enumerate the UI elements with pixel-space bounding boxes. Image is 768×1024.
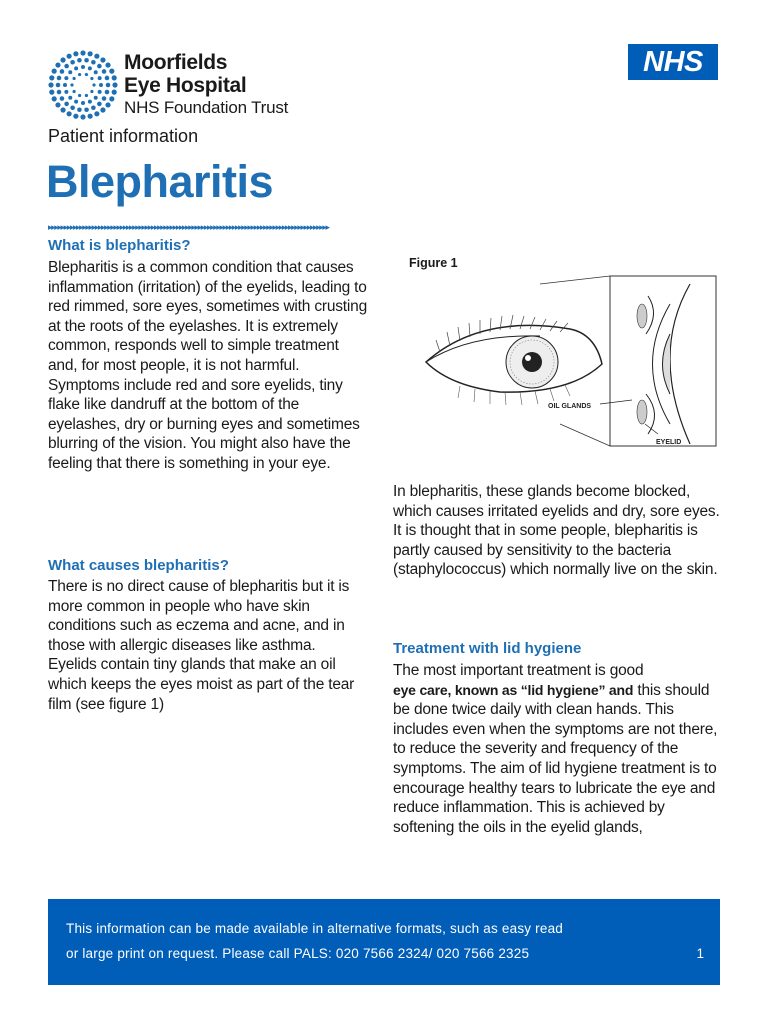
moorfields-logo-icon — [48, 50, 118, 120]
footer-line-2: or large print on request. Please call PALS: 020 7566 2324/ 020 7566 2325 — [66, 946, 530, 961]
nhs-logo: NHS — [628, 44, 718, 80]
treatment-text-b: eye care, known as “lid hygiene” and — [393, 681, 634, 698]
label-eyelid: EYELID — [656, 439, 682, 446]
paragraph-treatment — [393, 661, 723, 837]
treatment-text-c: this should be done twice daily with clean hands. This includes even when the symptoms are not there, to reduce the severity and frequency of the symptoms. The aim of lid hygiene treatment is to encourage healthy tears to lubricate the eye and reduce inflammation. This is achieved by softening the oils in the eyelid glands, — [393, 681, 718, 836]
page-title: Blepharitis — [46, 156, 274, 207]
figure-label: Figure 1 — [409, 256, 458, 270]
patient-info-label: Patient information — [48, 126, 199, 146]
footer-line-1: This information can be made available in alternative formats, such as easy read — [66, 921, 563, 936]
heading-causes: What causes blepharitis? — [48, 557, 229, 574]
footer-banner — [48, 899, 720, 985]
page-number: 1 — [696, 946, 704, 961]
eye-diagram — [420, 274, 720, 454]
treatment-text-a: The most important treatment is good — [393, 662, 644, 679]
paragraph-causes: There is no direct cause of blepharitis but it is more common in people who have skin conditions such as eczema and acne, and in those with allergic diseases like asthma. Eyelids contain tiny glands that make an oil which keeps the eyes moist as part of the tear film (see figure 1) — [48, 578, 355, 713]
heading-what-is: What is blepharitis? — [48, 237, 191, 254]
org-line-2: Eye Hospital — [124, 74, 247, 97]
heading-treatment: Treatment with lid hygiene — [393, 640, 582, 657]
org-name — [124, 52, 288, 116]
org-line-3: NHS Foundation Trust — [124, 98, 289, 117]
label-oil-glands: OIL GLANDS — [548, 403, 592, 410]
arrow-divider: ▸▸▸▸▸▸▸▸▸▸▸▸▸▸▸▸▸▸▸▸▸▸▸▸▸▸▸▸▸▸▸▸▸▸▸▸▸▸▸▸▸▸▸▸▸▸▸▸▸▸▸▸▸▸▸▸▸▸▸▸▸▸▸▸▸▸▸▸▸▸▸▸▸▸▸▸▸▸▸▸▸▸▸▸▸▸▸▸▸▸ — [48, 222, 329, 232]
paragraph-what-is: Blepharitis is a common condition that causes inflammation (irritation) of the eyelids, leading to red rimmed, sore eyes, sometimes with crusting at the roots of the eyelashes. It is extremely common, responds well to simple treatment and, for most people, it is not harmful. Symptoms include red and sore eyelids, tiny flake like dandruff at the bottom of the eyelashes, dry or burning eyes and sometimes blurring of the vision. You might also have the feeling that there is something in your eye. — [48, 259, 367, 472]
paragraph-glands: In blepharitis, these glands become blocked, which causes irritated eyelids and dry, sore eyes. It is thought that in some people, blepharitis is partly caused by sensitivity to the bacteria (staphylococcus) which normally live on the skin. — [393, 483, 720, 579]
org-line-1: Moorfields — [124, 51, 228, 74]
